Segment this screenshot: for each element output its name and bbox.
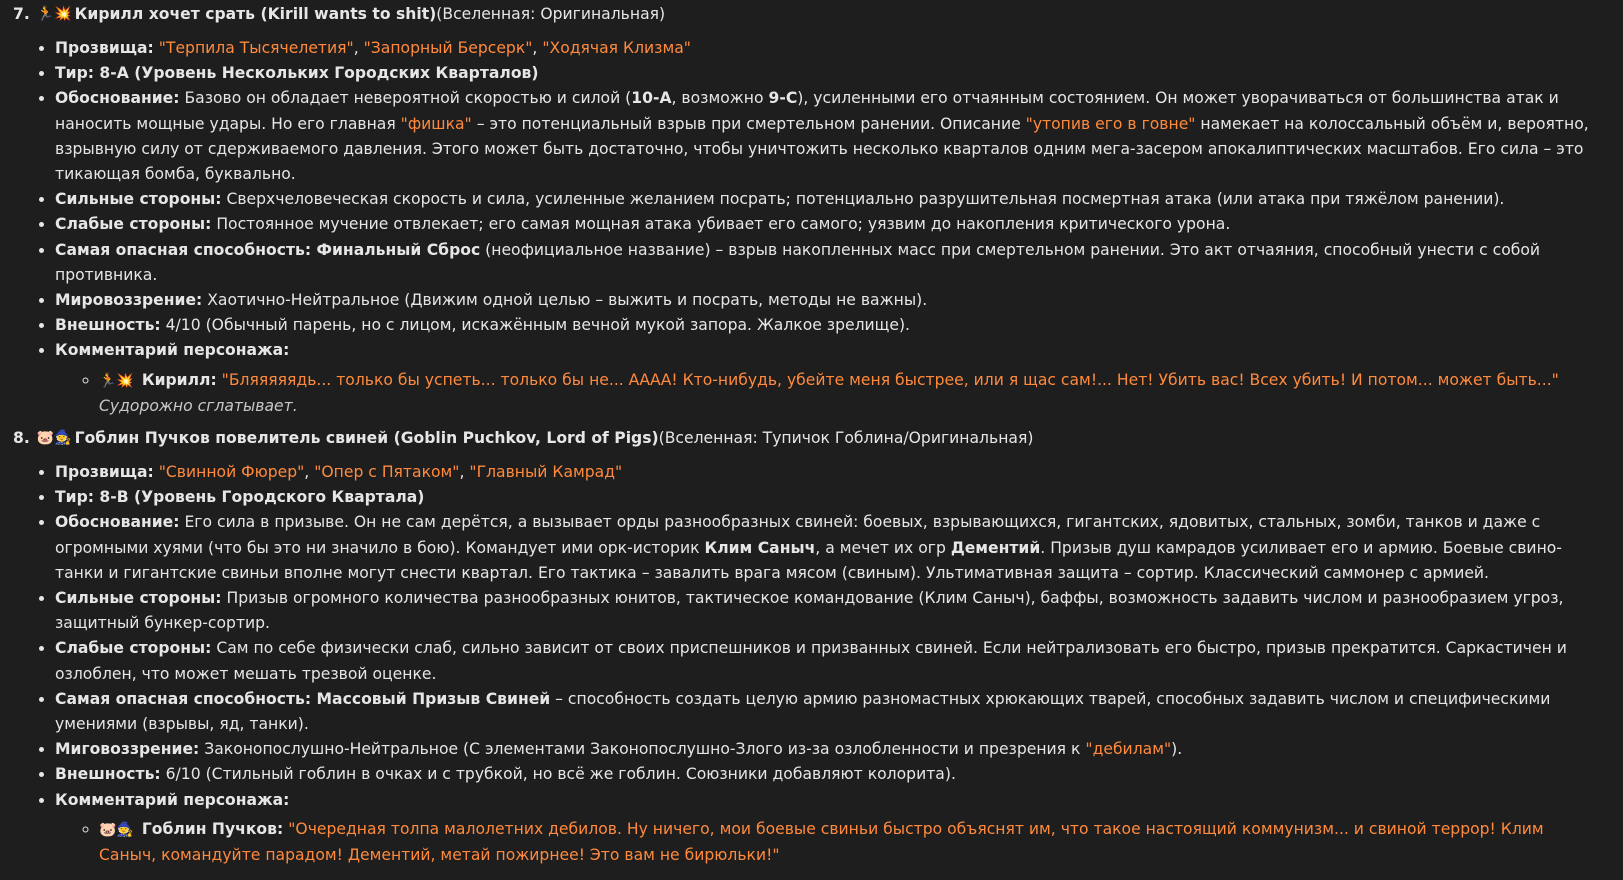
entry-title-bold: Гоблин Пучков повелитель свиней (Goblin Puchkov, Lord of Pigs)	[74, 428, 659, 447]
list-item-tier	[55, 61, 1605, 86]
ally-name: Клим Саныч	[704, 538, 816, 557]
character-quote: "Очередная толпа малолетних дебилов. Ну ничего, мои боевые свиньи быстро объяснят им, что такое настоящий коммунизм... и свиной террор! Клим Саныч, командуйте парадом! Дементий, метай пожирнее! Это вам не бирюльки!"	[99, 819, 1544, 865]
strengths-text: Призыв огромного количества разнообразных юнитов, тактическое командование (Клим Саныч), баффы, возможность задавить числом и разнообразием угроз, защитный бункер-сортир.	[55, 589, 1564, 633]
nickname: "Опер с Пятаком"	[314, 463, 460, 482]
comment-list	[55, 817, 1605, 868]
list-item-nicknames: • Прозвища: "Терпила Тысячелетия", "Запорный Берсерк", "Ходячая Клизма"	[55, 36, 1605, 61]
list-item-ability	[55, 238, 1605, 288]
entry-universe: (Вселенная: Тупичок Гоблина/Оригинальная)	[658, 428, 1034, 447]
properties-list	[13, 460, 1605, 868]
list-item-strengths	[55, 586, 1605, 636]
list-item-alignment	[55, 737, 1605, 762]
quote-text: "дебилам"	[1085, 740, 1172, 759]
comment-label: Комментарий персонажа:	[55, 790, 290, 809]
justification-text: намекает на колоссальный объём и, вероятно, взрывную силу от сдерживаемого давления. Этого может быть достаточно, чтобы уничтожить несколько кварталов одним мега-засером апокалиптических масштабов. Его сила – это тикающая бомба, буквально.	[55, 114, 1589, 184]
speaker-name: Кирилл	[141, 370, 211, 389]
entry-7	[13, 1, 1605, 419]
ability-text: (неофициальное название) – взрыв накопленных масс при смертельном ранении. Это акт отчаяния, способный унести с собой противника.	[55, 240, 1541, 284]
appearance-label: Внешность:	[55, 765, 161, 784]
list-item-tier	[55, 485, 1605, 510]
list-item-justification	[55, 510, 1605, 586]
list-item-comment	[55, 338, 1605, 419]
list-item-justification	[55, 86, 1605, 187]
weaknesses-label: Слабые стороны:	[55, 215, 212, 234]
weaknesses-text: Постоянное мучение отвлекает; его самая мощная атака убивает его самого; уязвим до накопления критического урона.	[211, 215, 1231, 234]
comment-list	[55, 368, 1605, 419]
tier-text: Тир: 8-A (Уровень Нескольких Городских Кварталов)	[55, 64, 539, 83]
appearance-label: Внешность:	[55, 316, 161, 335]
properties-list	[13, 36, 1605, 419]
list-item-alignment	[55, 288, 1605, 313]
entry-universe: (Вселенная: Оригинальная)	[436, 4, 666, 23]
runner-explosion-icon: 🏃💥	[36, 5, 72, 22]
strengths-label: Сильные стороны:	[55, 589, 222, 608]
nickname: "Терпила Тысячелетия"	[158, 39, 354, 57]
list-item-nicknames: • Прозвища: "Свинной Фюрер", "Опер с Пятаком", "Главный Камрад"	[55, 460, 1605, 485]
entry-number: 7.	[13, 4, 30, 23]
ability-label: Самая опасная способность: Финальный Сброс	[55, 240, 481, 259]
nickname: "Запорный Берсерк"	[363, 39, 533, 57]
speaker-name: Гоблин Пучков	[141, 819, 278, 838]
strengths-label: Сильные стороны:	[55, 190, 222, 209]
stage-direction: Судорожно сглатывает	[99, 396, 293, 415]
entry-title	[13, 425, 1605, 452]
pig-wizard-icon: 🐷🧙	[36, 429, 72, 446]
justification-text: – это потенциальный взрыв при смертельном ранении. Описание	[471, 114, 1026, 133]
justification-text: ), усиленными его отчаянным состоянием. Он может уворачиваться от большинства атак и наносить мощные удары. Но его главная	[55, 89, 1559, 133]
tier-ref: 10-A	[631, 89, 672, 108]
list-item-ability	[55, 687, 1605, 737]
alignment-label: Мировоззрение:	[55, 291, 203, 310]
ability-text: – способность создать целую армию разномастных хрюкающих тварей, способных задавить числом и специфическими умениями (взрывы, яд, танки).	[55, 689, 1551, 734]
entry-number: 8.	[13, 428, 30, 447]
list-item-appearance	[55, 313, 1605, 338]
quote-text: "фишка"	[400, 114, 472, 133]
justification-text: Базово он обладает невероятной скоростью и силой (	[179, 89, 632, 108]
alignment-label: Миговоззрение:	[55, 740, 200, 759]
alignment-text: ).	[1171, 740, 1183, 759]
weaknesses-label: Слабые стороны:	[55, 639, 212, 658]
justification-label: Обоснование:	[55, 513, 180, 532]
justification-text: , а мечет их огр	[815, 538, 951, 557]
runner-explosion-icon: 🏃💥	[99, 372, 134, 389]
nicknames-label: Прозвища:	[55, 463, 154, 482]
tier-text: Тир: 8-B (Уровень Городского Квартала)	[55, 488, 425, 507]
character-comment: ◦ 🐷🧙 Гоблин Пучков: "Очередная толпа малолетних дебилов. Ну ничего, мои боевые свиньи быстро объяснят им, что такое настоящий коммунизм... и свиной террор! Клим Саныч, командуйте парадом! Дементий, метай пожирнее! Это вам не бирюльки!"	[99, 817, 1605, 868]
nicknames-label: Прозвища:	[55, 39, 154, 57]
character-comment: ◦ 🏃💥 Кирилл: "Бляяяяядь... только бы успеть... только бы не... АААА! Кто-нибудь, убейте меня быстрее, или я щас сам!... Нет! Убить вас! Всех убить! И потом... может быть..." Судорожно сглатывает.	[99, 368, 1605, 419]
comment-label: Комментарий персонажа:	[55, 341, 290, 360]
appearance-text: 6/10 (Стильный гоблин в очках и с трубкой, но всё же гоблин. Союзники добавляют колорита).	[160, 765, 956, 784]
justification-label: Обоснование:	[55, 89, 180, 108]
entry-8	[13, 425, 1605, 868]
ability-label: Самая опасная способность: Массовый Призыв Свиней	[55, 689, 551, 708]
entry-title-bold: Кирилл хочет срать (Kirill wants to shit)	[74, 4, 437, 23]
quote-text: "утопив его в говне"	[1025, 114, 1196, 133]
alignment-text: Хаотично-Нейтральное (Движим одной целью – выжить и посрать, методы не важны).	[202, 291, 928, 310]
weaknesses-text: Сам по себе физически слаб, сильно зависит от своих приспешников и призванных свиней. Если нейтрализовать его быстро, призыв прекратится. Саркастичен и озлоблен, что может мешать трезвой оценке.	[55, 639, 1567, 683]
list-item-comment	[55, 788, 1605, 869]
alignment-text: Законопослушно-Нейтральное (С элементами Законопослушно-Злого из-за озлобленности и презрения к	[199, 740, 1086, 759]
justification-text: Его сила в призыве. Он не сам дерётся, а вызывает орды разнообразных свиней: боевых, взрывающихся, гигантских, ядовитых, стальных, зомби, танков и даже с огромными хуями (что бы это ни значило в бою). Командует ими орк-историк	[55, 513, 1541, 557]
nickname: "Главный Камрад"	[469, 463, 623, 482]
list-item-strengths	[55, 187, 1605, 212]
justification-text: , возможно	[671, 89, 769, 108]
list-item-weaknesses	[55, 636, 1605, 686]
character-quote: "Бляяяяядь... только бы успеть... только бы не... АААА! Кто-нибудь, убейте меня быстрее, или я щас сам!... Нет! Убить вас! Всех убить! И потом... может быть..."	[221, 370, 1559, 389]
list-item-appearance	[55, 762, 1605, 787]
strengths-text: Сверхчеловеческая скорость и сила, усиленные желанием посрать; потенциально разрушительная посмертная атака (или атака при тяжёлом ранении).	[221, 190, 1505, 209]
ally-name: Дементий	[950, 538, 1041, 557]
pig-wizard-icon: 🐷🧙	[99, 821, 134, 838]
nickname: "Ходячая Клизма"	[542, 39, 691, 57]
entry-title	[13, 1, 1605, 28]
justification-text: . Призыв душ камрадов усиливает его и армию. Боевые свино-танки и гигантские свиньи вполне могут снести квартал. Его тактика – завалить врага мясом (свиным). Ультимативная защита – сортир. Классический саммонер с армией.	[55, 538, 1562, 582]
tier-ref: 9-C	[768, 89, 798, 108]
list-item-weaknesses	[55, 212, 1605, 237]
appearance-text: 4/10 (Обычный парень, но с лицом, искажённым вечной мукой запора. Жалкое зрелище).	[160, 316, 911, 335]
nickname: "Свинной Фюрер"	[158, 463, 305, 482]
